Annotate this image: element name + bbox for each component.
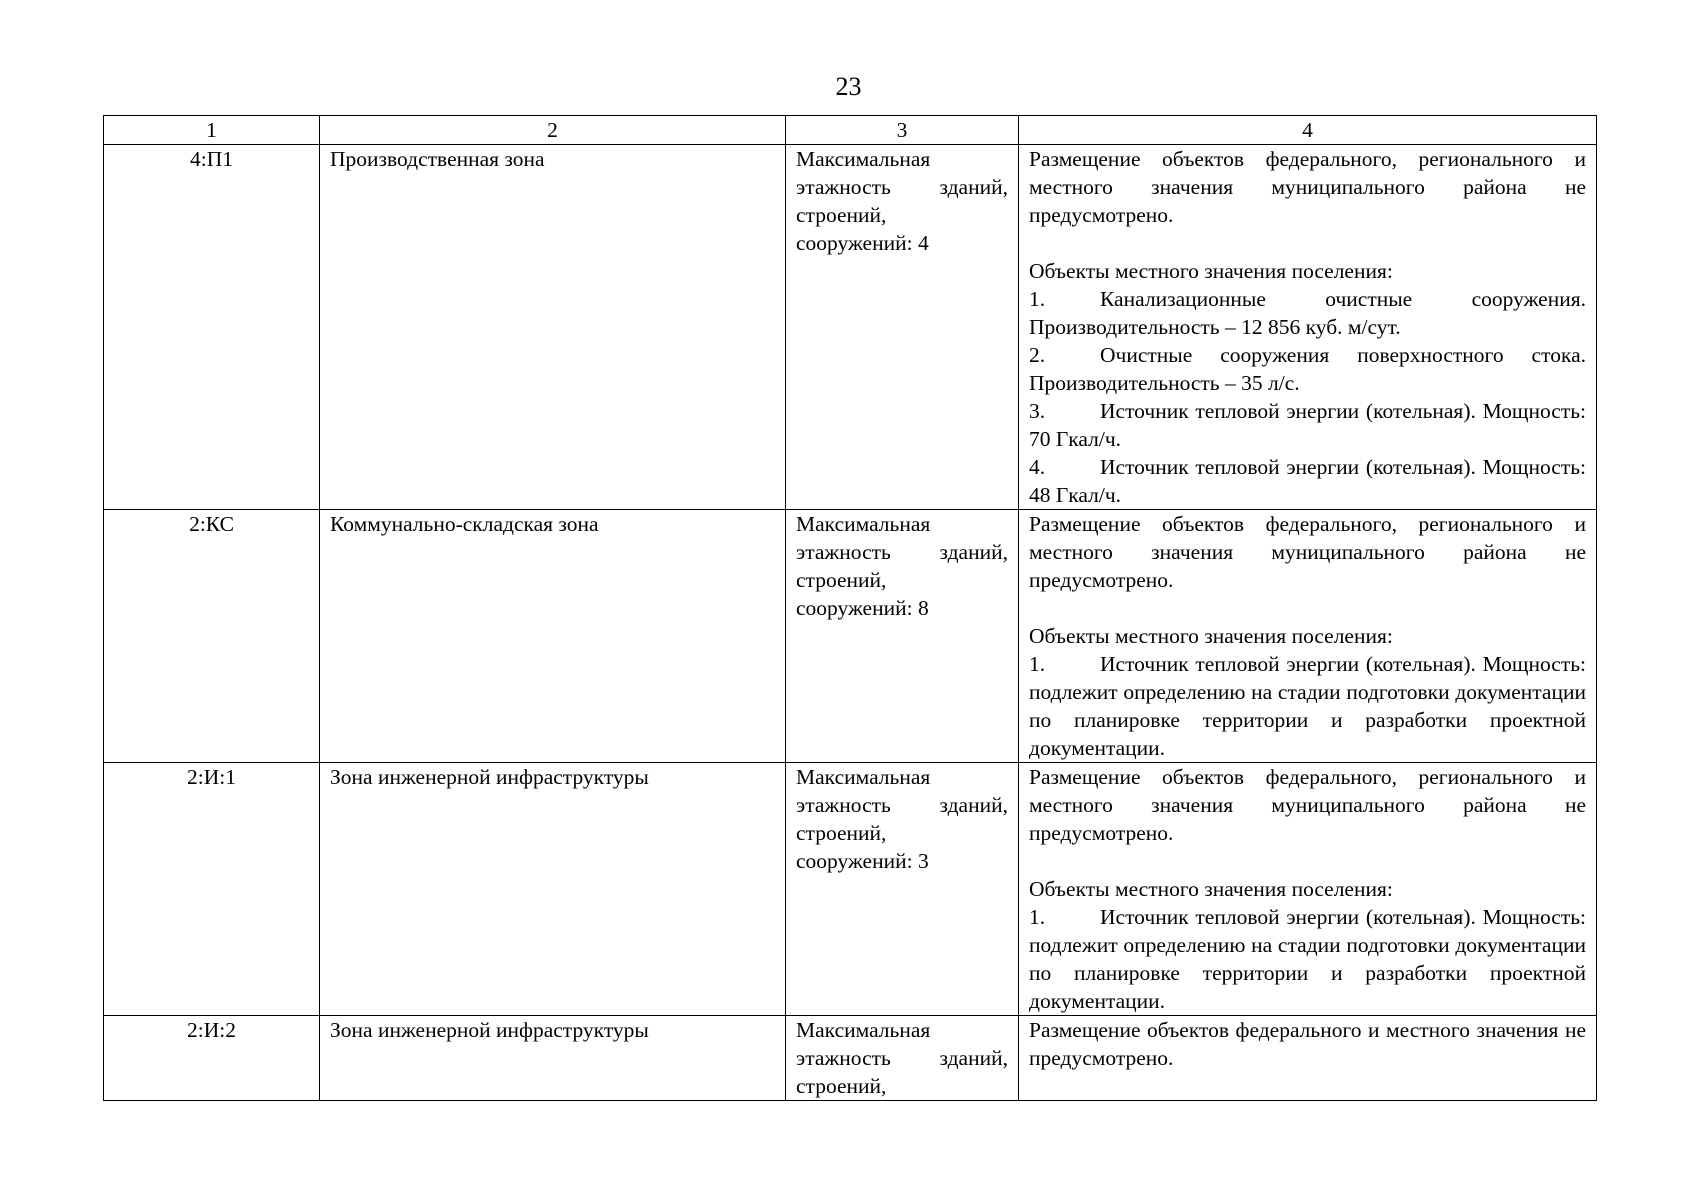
zones-table (103, 115, 1597, 1101)
table-header-row (104, 116, 1597, 145)
objects-intro: Размещение объектов федерального, регионального и местного значения муниципального района не предусмотрено. (1029, 765, 1586, 845)
zone-name: Коммунально-складская зона (320, 510, 786, 763)
table-row (104, 763, 1597, 1016)
zone-objects (1019, 763, 1597, 1016)
zone-params: Максимальная этажность зданий, строений, сооружений: 3 (786, 763, 1019, 1016)
table-row (104, 510, 1597, 763)
zone-params: Максимальная этажность зданий, строений, сооружений: 4 (786, 145, 1019, 510)
table-row (104, 1016, 1597, 1101)
column-header: 3 (786, 116, 1019, 145)
zone-code: 2:И:2 (104, 1016, 320, 1101)
column-header: 1 (104, 116, 320, 145)
list-item: 1. Источник тепловой энергии (котельная). Мощность: подлежит определению на стадии подготовки документации по планировке территории и разработки проектной документации. (1029, 652, 1586, 760)
zone-code: 4:П1 (104, 145, 320, 510)
list-item: 3. Источник тепловой энергии (котельная). Мощность: 70 Гкал/ч. (1029, 399, 1586, 451)
zone-name: Производственная зона (320, 145, 786, 510)
objects-intro: Размещение объектов федерального и местного значения не предусмотрено. (1029, 1018, 1586, 1070)
list-item: 1. Канализационные очистные сооружения. Производительность – 12 856 куб. м/сут. (1029, 287, 1586, 339)
table-row (104, 145, 1597, 510)
column-header: 2 (320, 116, 786, 145)
local-objects-heading: Объекты местного значения поселения: (1029, 877, 1393, 901)
zone-objects (1019, 1016, 1597, 1101)
zone-params: Максимальная этажность зданий, строений, (786, 1016, 1019, 1101)
zone-objects (1019, 145, 1597, 510)
column-header: 4 (1019, 116, 1597, 145)
zone-params: Максимальная этажность зданий, строений, сооружений: 8 (786, 510, 1019, 763)
zone-code: 2:И:1 (104, 763, 320, 1016)
list-item: 2. Очистные сооружения поверхностного стока. Производительность – 35 л/с. (1029, 343, 1586, 395)
page-number: 23 (835, 72, 862, 101)
objects-intro: Размещение объектов федерального, регионального и местного значения муниципального района не предусмотрено. (1029, 512, 1586, 592)
zone-name: Зона инженерной инфраструктуры (320, 1016, 786, 1101)
objects-intro: Размещение объектов федерального, регионального и местного значения муниципального района не предусмотрено. (1029, 147, 1586, 227)
local-objects-heading: Объекты местного значения поселения: (1029, 259, 1393, 283)
zone-code: 2:КС (104, 510, 320, 763)
list-item: 1. Источник тепловой энергии (котельная). Мощность: подлежит определению на стадии подготовки документации по планировке территории и разработки проектной документации. (1029, 905, 1586, 1013)
zone-objects (1019, 510, 1597, 763)
local-objects-heading: Объекты местного значения поселения: (1029, 624, 1393, 648)
zone-name: Зона инженерной инфраструктуры (320, 763, 786, 1016)
list-item: 4. Источник тепловой энергии (котельная). Мощность: 48 Гкал/ч. (1029, 455, 1586, 507)
